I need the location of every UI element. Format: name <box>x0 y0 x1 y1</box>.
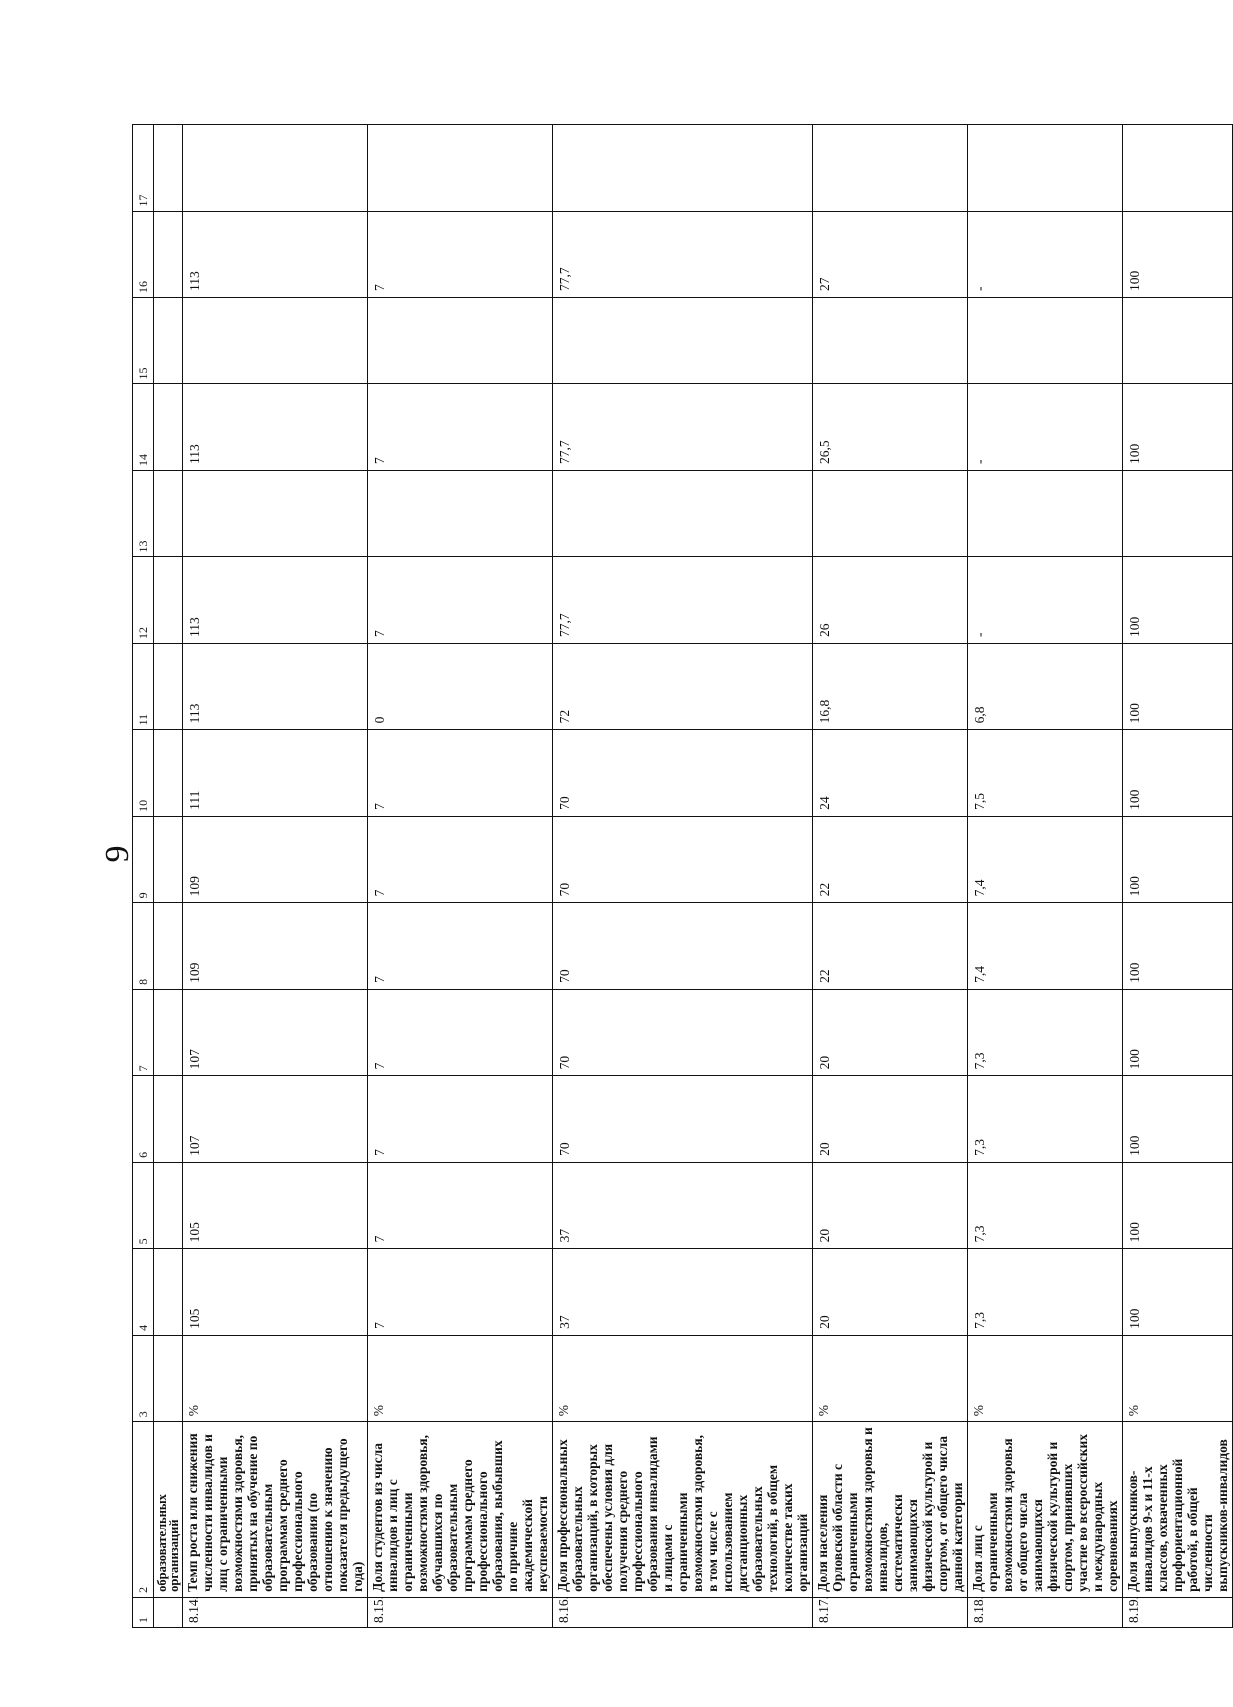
value-cell: 111 <box>183 730 368 816</box>
value-cell: 27 <box>813 211 968 297</box>
row-number: 8.15. <box>368 1597 553 1627</box>
value-cell: 20 <box>813 1249 968 1335</box>
value-cell: 20 <box>813 1076 968 1162</box>
value-cell: 37 <box>553 1249 813 1335</box>
unit-cell: % <box>368 1335 553 1421</box>
column-number-header: 15 <box>133 298 154 384</box>
continuation-row <box>154 125 183 1628</box>
row-number: 8.16. <box>553 1597 813 1627</box>
value-cell: 6,8 <box>968 643 1123 729</box>
value-cell: 100 <box>1123 1249 1233 1335</box>
value-cell: 7,3 <box>968 1076 1123 1162</box>
value-cell <box>1123 470 1233 556</box>
value-cell: 100 <box>1123 643 1233 729</box>
unit-cell: % <box>813 1335 968 1421</box>
column-number-header: 14 <box>133 384 154 470</box>
value-cell <box>368 470 553 556</box>
table-row <box>368 125 553 1628</box>
value-cell: 7 <box>368 557 553 643</box>
value-cell: 113 <box>183 384 368 470</box>
column-number-header: 16 <box>133 211 154 297</box>
value-cell <box>368 125 553 212</box>
row-number: 8.18. <box>968 1597 1123 1627</box>
continuation-empty-cell <box>154 125 183 212</box>
value-cell <box>968 470 1123 556</box>
continuation-empty-cell <box>154 470 183 556</box>
value-cell <box>1123 125 1233 212</box>
value-cell: 100 <box>1123 384 1233 470</box>
continuation-empty-cell <box>154 1335 183 1421</box>
value-cell: 107 <box>183 989 368 1075</box>
continuation-empty-cell <box>154 989 183 1075</box>
indicator-name: Доля студентов из числа инвалидов и лиц с ограниченными возможностями здоровья, обучавшихся по образовательным программам среднего профессионального образования, выбывших по причине академической неуспеваемости <box>368 1422 553 1598</box>
value-cell: 7 <box>368 903 553 989</box>
value-cell: 70 <box>553 989 813 1075</box>
column-number-header: 11 <box>133 643 154 729</box>
value-cell: 113 <box>183 557 368 643</box>
value-cell: 105 <box>183 1162 368 1248</box>
value-cell: 24 <box>813 730 968 816</box>
continuation-empty-cell <box>154 730 183 816</box>
value-cell: 7 <box>368 1249 553 1335</box>
column-number-header: 4 <box>133 1249 154 1335</box>
column-number-header: 17 <box>133 125 154 212</box>
value-cell <box>553 470 813 556</box>
value-cell: 7,4 <box>968 903 1123 989</box>
column-number-header: 13 <box>133 470 154 556</box>
column-number-header: 12 <box>133 557 154 643</box>
value-cell: 7,3 <box>968 989 1123 1075</box>
value-cell: 105 <box>183 1249 368 1335</box>
value-cell <box>968 125 1123 212</box>
value-cell: 100 <box>1123 730 1233 816</box>
value-cell: 70 <box>553 730 813 816</box>
value-cell: 72 <box>553 643 813 729</box>
value-cell: 16,8 <box>813 643 968 729</box>
indicator-name: Доля профессиональных образовательных организаций, в которых обеспечены условия для получения среднего профессионального образования инвалидами и лицами с ограниченными возможностями здоровья, в том числе с использованием дистанционных образовательных технологий, в общем количестве таких организаций <box>553 1422 813 1598</box>
value-cell: 7 <box>368 211 553 297</box>
continuation-empty-cell <box>154 1162 183 1248</box>
value-cell: 100 <box>1123 557 1233 643</box>
column-number-header: 8 <box>133 903 154 989</box>
continuation-empty-cell <box>154 1249 183 1335</box>
continuation-empty-cell <box>154 816 183 902</box>
unit-cell: % <box>183 1335 368 1421</box>
table-row <box>553 125 813 1628</box>
value-cell <box>183 298 368 384</box>
value-cell: 100 <box>1123 816 1233 902</box>
value-cell <box>813 470 968 556</box>
continuation-empty-cell <box>154 1597 183 1627</box>
value-cell: 7,3 <box>968 1249 1123 1335</box>
table-row <box>813 125 968 1628</box>
value-cell: 70 <box>553 816 813 902</box>
value-cell: 113 <box>183 643 368 729</box>
value-cell: 7 <box>368 730 553 816</box>
value-cell: 0 <box>368 643 553 729</box>
column-number-header: 2 <box>133 1422 154 1598</box>
value-cell: 77,7 <box>553 384 813 470</box>
value-cell: - <box>968 384 1123 470</box>
continuation-empty-cell <box>154 211 183 297</box>
indicator-name: Доля лиц с ограниченными возможностями здоровья от общего числа занимающихся физической культурой и спортом, принявших участие во всероссийских и международных соревнованиях <box>968 1422 1123 1598</box>
value-cell: 77,7 <box>553 557 813 643</box>
indicator-name: Доля населения Орловской области с ограниченными возможностями здоровья и инвалидов, систематически занимающихся физической культурой и спортом, от общего числа данной категории <box>813 1422 968 1598</box>
row-number: 8.17. <box>813 1597 968 1627</box>
value-cell: 26 <box>813 557 968 643</box>
value-cell: 26,5 <box>813 384 968 470</box>
value-cell: 70 <box>553 1076 813 1162</box>
value-cell: - <box>968 211 1123 297</box>
table-row <box>1123 125 1233 1628</box>
value-cell: 107 <box>183 1076 368 1162</box>
value-cell: 22 <box>813 816 968 902</box>
value-cell: 77,7 <box>553 211 813 297</box>
column-number-header: 3 <box>133 1335 154 1421</box>
value-cell: 20 <box>813 1162 968 1248</box>
value-cell: 100 <box>1123 1162 1233 1248</box>
column-number-header: 10 <box>133 730 154 816</box>
value-cell: 7 <box>368 1076 553 1162</box>
continuation-empty-cell <box>154 643 183 729</box>
value-cell: 100 <box>1123 211 1233 297</box>
indicators-table-rotated <box>132 124 1230 1628</box>
column-number-header: 1 <box>133 1597 154 1627</box>
unit-cell: % <box>553 1335 813 1421</box>
column-number-header: 7 <box>133 989 154 1075</box>
value-cell: 100 <box>1123 1076 1233 1162</box>
value-cell: 7 <box>368 1162 553 1248</box>
value-cell: 109 <box>183 903 368 989</box>
value-cell: 100 <box>1123 903 1233 989</box>
value-cell: 7,4 <box>968 816 1123 902</box>
row-number: 8.19. <box>1123 1597 1233 1627</box>
value-cell: 7,3 <box>968 1162 1123 1248</box>
column-number-header: 5 <box>133 1162 154 1248</box>
value-cell: 113 <box>183 211 368 297</box>
continuation-empty-cell <box>154 557 183 643</box>
continuation-empty-cell <box>154 903 183 989</box>
value-cell <box>813 125 968 212</box>
value-cell: 20 <box>813 989 968 1075</box>
value-cell <box>968 298 1123 384</box>
table-row <box>183 125 368 1628</box>
value-cell <box>813 298 968 384</box>
value-cell: 100 <box>1123 989 1233 1075</box>
continuation-empty-cell <box>154 1076 183 1162</box>
row-number: 8.14. <box>183 1597 368 1627</box>
value-cell: 7 <box>368 816 553 902</box>
column-number-header: 6 <box>133 1076 154 1162</box>
unit-cell: % <box>968 1335 1123 1421</box>
value-cell: 109 <box>183 816 368 902</box>
unit-cell: % <box>1123 1335 1233 1421</box>
value-cell: 70 <box>553 903 813 989</box>
table-row <box>968 125 1123 1628</box>
indicator-name: Темп роста или снижения численности инвалидов и лиц с ограниченными возможностями здоровья, принятых на обучение по образовательным программам среднего профессионального образования (по отношению к значению показателя предыдущего года) <box>183 1422 368 1598</box>
continuation-empty-cell <box>154 298 183 384</box>
value-cell <box>183 470 368 556</box>
column-number-header: 9 <box>133 816 154 902</box>
value-cell: 7 <box>368 989 553 1075</box>
continuation-empty-cell <box>154 384 183 470</box>
continuation-text: образовательных организаций <box>154 1422 183 1598</box>
value-cell: - <box>968 557 1123 643</box>
indicators-table <box>132 124 1233 1628</box>
column-numbers-row <box>133 125 154 1628</box>
value-cell <box>553 298 813 384</box>
page-number: 9 <box>99 845 136 863</box>
value-cell: 7,5 <box>968 730 1123 816</box>
value-cell <box>553 125 813 212</box>
value-cell: 37 <box>553 1162 813 1248</box>
indicator-name: Доля выпускников-инвалидов 9-х и 11-х классов, охваченных профориентационной работой, в общей численности выпускников-инвалидов <box>1123 1422 1233 1598</box>
value-cell: 7 <box>368 384 553 470</box>
value-cell: 22 <box>813 903 968 989</box>
value-cell <box>368 298 553 384</box>
value-cell <box>183 125 368 212</box>
value-cell <box>1123 298 1233 384</box>
